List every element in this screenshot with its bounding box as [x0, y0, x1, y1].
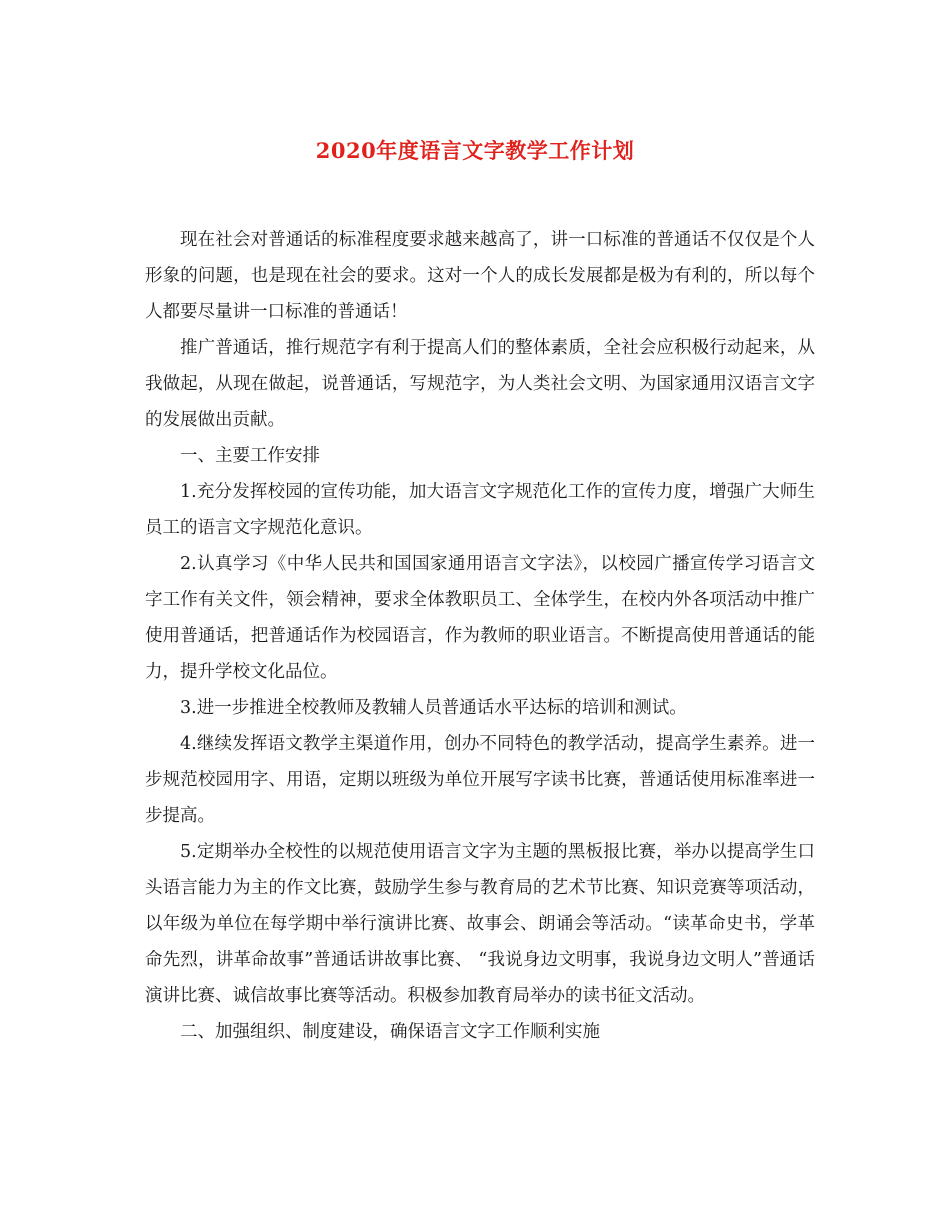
- paragraph-intro: 现在社会对普通话的标准程度要求越来越高了，讲一口标准的普通话不仅仅是个人形象的问题，也是现在社会的要求。这对一个人的成长发展都是极为有利的，所以每个人都要尽量讲一口标准的普通话！: [145, 230, 815, 322]
- list-item-2: 2.认真学习《中华人民共和国国家通用语言文字法》，以校园广播宣传学习语言文字工作有关文件，领会精神，要求全体教职员工、全体学生，在校内外各项活动中推广使用普通话，把普通话作为校园语言，作为教师的职业语言。不断提高使用普通话的能力，提升学校文化品位。: [145, 554, 815, 682]
- section-heading-2: 二、加强组织、制度建设，确保语言文字工作顺利实施: [180, 1022, 600, 1042]
- section-heading-1: 一、主要工作安排: [180, 446, 320, 466]
- document-title: 2020年度语言文字教学工作计划: [315, 138, 635, 163]
- document-body: [145, 222, 815, 1050]
- list-item-3: 3.进一步推进全校教师及教辅人员普通话水平达标的培训和测试。: [180, 698, 687, 718]
- list-item-5: 5.定期举办全校性的以规范使用语言文字为主题的黑板报比赛，举办以提高学生口头语言能力为主的作文比赛，鼓励学生参与教育局的艺术节比赛、知识竞赛等项活动，以年级为单位在每学期中举行演讲比赛、故事会、朗诵会等活动。“读革命史书，学革命先烈，讲革命故事”普通话讲故事比赛、 “我说身边文明事，我说身边文明人”普通话演讲比赛、诚信故事比赛等活动。积极参加教育局举办的读书征文活动。: [145, 842, 815, 1006]
- paragraph-promotion: 推广普通话，推行规范字有利于提高人们的整体素质，全社会应积极行动起来，从我做起，从现在做起，说普通话，写规范字，为人类社会文明、为国家通用汉语言文字的发展做出贡献。: [145, 338, 815, 430]
- list-item-4: 4.继续发挥语文教学主渠道作用，创办不同特色的教学活动，提高学生素养。进一步规范校园用字、用语，定期以班级为单位开展写字读书比赛，普通话使用标准率进一步提高。: [145, 734, 815, 826]
- list-item-1: 1.充分发挥校园的宣传功能，加大语言文字规范化工作的宣传力度，增强广大师生员工的语言文字规范化意识。: [145, 482, 815, 538]
